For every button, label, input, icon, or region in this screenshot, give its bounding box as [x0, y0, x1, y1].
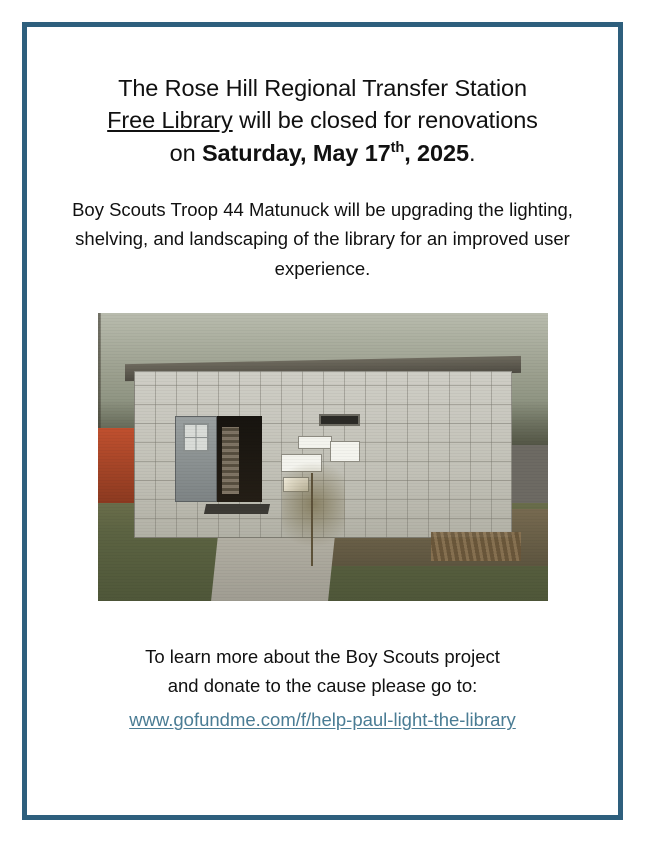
photo-door-mat: [204, 504, 270, 514]
headline-date: Saturday, May 17: [201, 139, 391, 166]
headline-line-2: will be closed for renovations: [232, 107, 538, 134]
headline-on-prefix: on: [169, 139, 202, 166]
page-title: [62, 72, 583, 169]
description-paragraph: Boy Scouts Troop 44 Matunuck will be upgrading the lighting, shelving, and landscaping of the library for an improved user experience.: [72, 199, 573, 279]
footer-line-1: To learn more about the Boy Scouts project: [145, 645, 500, 667]
photo-sign-library-name: [298, 436, 332, 449]
photo-bookshelf: [222, 427, 239, 494]
headline-period: .: [468, 139, 476, 166]
headline-line-1: The Rose Hill Regional Transfer Station: [118, 75, 527, 101]
footer-block: [62, 643, 583, 735]
photo-vent: [319, 414, 361, 426]
headline-date-ordinal: th: [390, 140, 405, 157]
library-photo: [98, 313, 548, 601]
headline-date-year: , 2025: [404, 139, 469, 166]
photo-door: [175, 416, 217, 503]
photo-shrub: [282, 463, 345, 567]
photo-sign-right: [330, 441, 360, 463]
headline-free-library-underlined: Free Library: [107, 107, 233, 134]
photo-door-window: [183, 423, 208, 452]
photo-branch-pile: [431, 532, 521, 561]
footer-line-2: and donate to the cause please go to:: [167, 674, 478, 696]
flyer-content: [20, 22, 625, 735]
gofundme-link[interactable]: www.gofundme.com/f/help-paul-light-the-library: [129, 709, 516, 731]
